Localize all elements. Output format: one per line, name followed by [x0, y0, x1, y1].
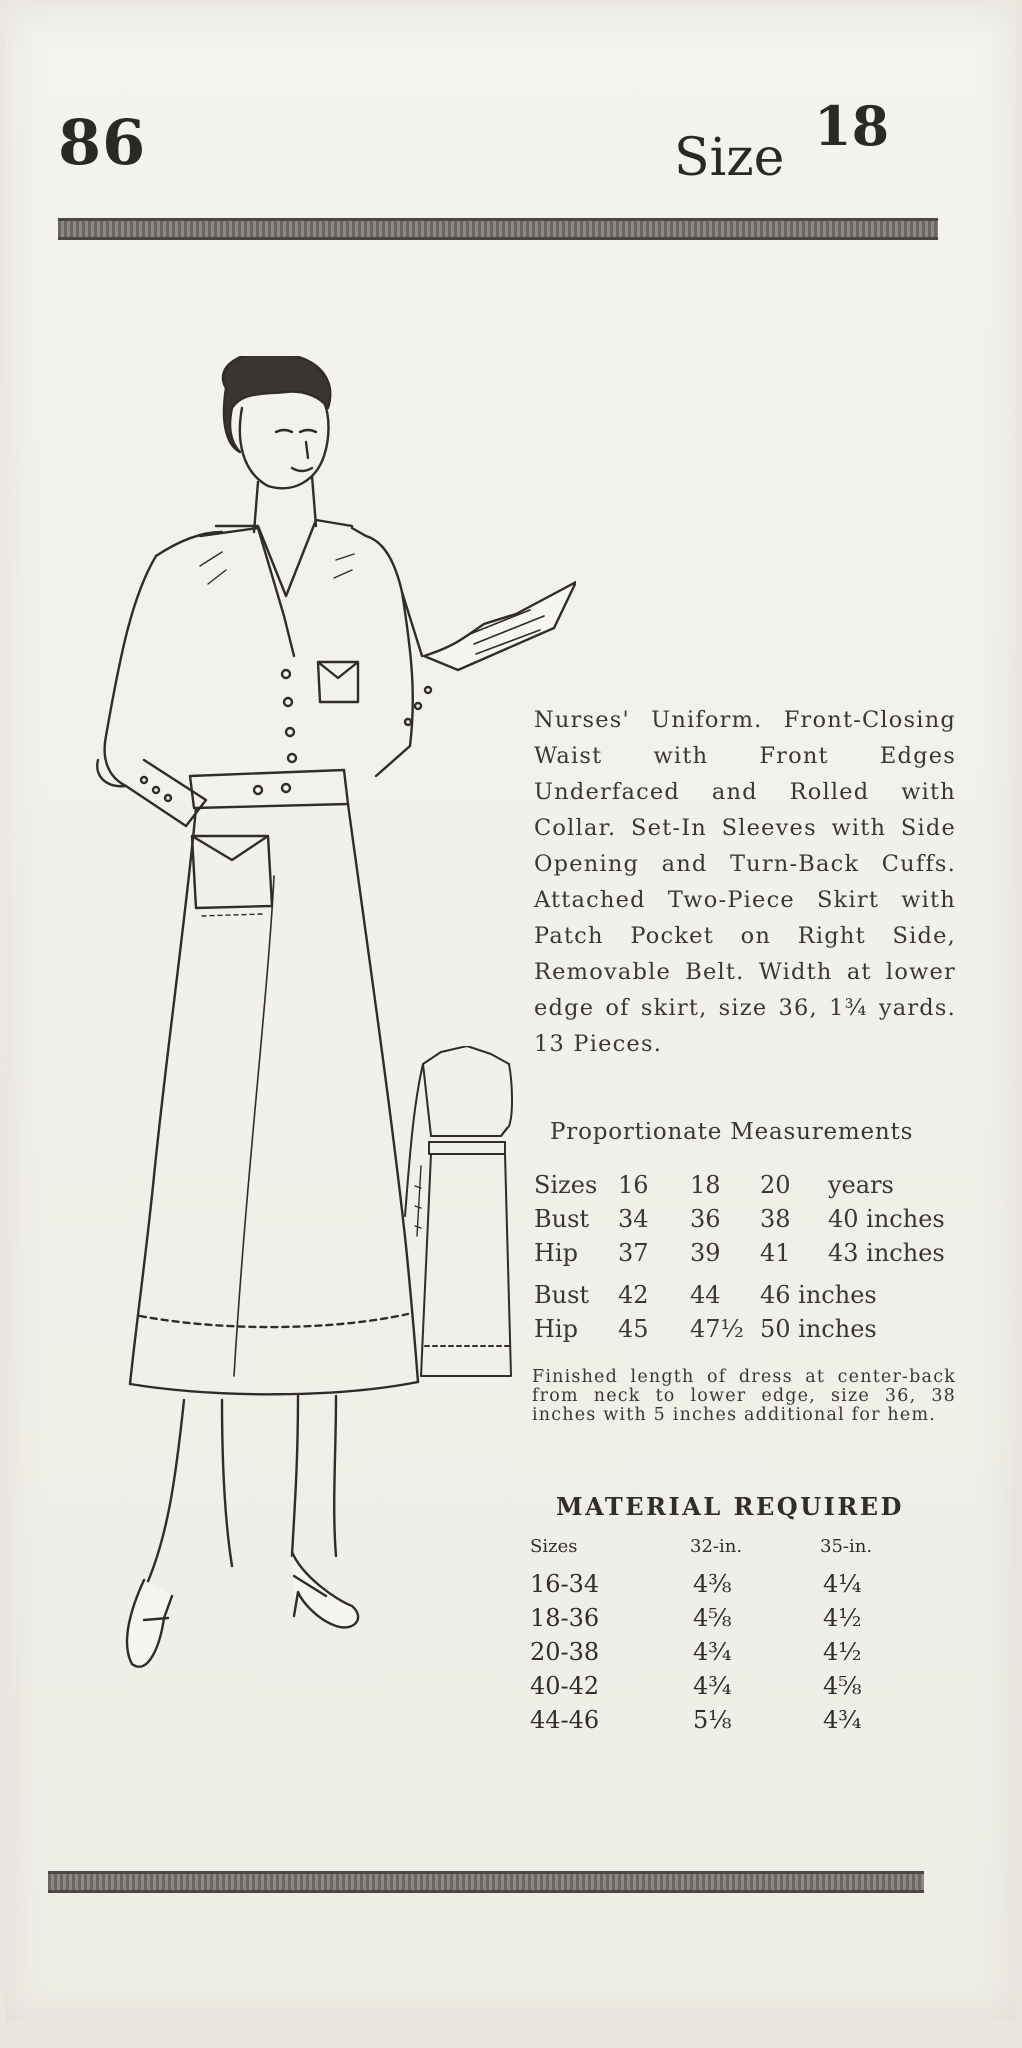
table-cell: 4¾ — [823, 1706, 862, 1734]
table-cell: 16-34 — [530, 1570, 600, 1598]
measurement-value: 38 — [760, 1205, 791, 1233]
measurement-value: 34 — [618, 1205, 649, 1233]
table-cell: 40-42 — [530, 1672, 600, 1700]
measurements-heading: Proportionate Measurements — [550, 1119, 914, 1145]
measurement-label: Sizes — [534, 1171, 598, 1199]
table-cell: 5⅛ — [693, 1706, 732, 1734]
table-row — [530, 1672, 970, 1706]
table-cell: 18-36 — [530, 1604, 600, 1632]
measurement-label: Bust — [534, 1281, 590, 1309]
column-header: 35-in. — [820, 1536, 873, 1557]
measurement-value: 44 — [690, 1281, 721, 1309]
material-required-table — [530, 1536, 970, 1740]
measurement-value: 18 — [690, 1171, 721, 1199]
measurement-value: 45 — [618, 1315, 649, 1343]
table-cell: 4½ — [823, 1604, 862, 1632]
measurement-value: 47½ — [690, 1315, 744, 1343]
measurement-value: 50 inches — [760, 1315, 877, 1343]
table-header-row — [530, 1536, 970, 1570]
measurement-value: 37 — [618, 1239, 649, 1267]
measurement-value: 41 — [760, 1239, 791, 1267]
column-header: Sizes — [530, 1536, 578, 1557]
table-row — [530, 1638, 970, 1672]
top-rule-divider — [58, 218, 938, 240]
pattern-description: Nurses' Uniform. Front-Closing Waist with Front Edges Underfaced and Rolled with Collar. Set-In Sleeves with Side Opening and Turn-Back Cuffs. Attached Two-Piece Skirt with Patch Pocket on Right Side, Removable Belt. Width at lower edge of skirt, size 36, 1¾ yards. 13 Pieces. — [534, 707, 956, 1057]
table-cell: 4⅜ — [693, 1570, 732, 1598]
measurement-value: 39 — [690, 1239, 721, 1267]
table-row — [530, 1706, 970, 1740]
size-label: Size — [674, 128, 785, 188]
measurement-label: Hip — [534, 1315, 578, 1343]
table-cell: 4⅝ — [823, 1672, 862, 1700]
measurement-row — [534, 1171, 974, 1205]
material-required-heading: MATERIAL REQUIRED — [556, 1492, 904, 1521]
back-view-illustration — [401, 1046, 531, 1406]
measurement-row — [534, 1205, 974, 1239]
table-row — [530, 1604, 970, 1638]
pattern-envelope — [6, 6, 1016, 2021]
pattern-number: 86 — [58, 106, 147, 179]
table-cell: 4⅝ — [693, 1604, 732, 1632]
measurement-value: 36 — [690, 1205, 721, 1233]
measurement-row — [534, 1281, 974, 1315]
size-value: 18 — [814, 94, 890, 158]
measurement-unit: years — [828, 1171, 894, 1199]
measurement-label: Bust — [534, 1205, 590, 1233]
table-cell: 4¼ — [823, 1570, 862, 1598]
measurement-value: 43 inches — [828, 1239, 945, 1267]
table-cell: 44-46 — [530, 1706, 600, 1734]
measurement-value: 16 — [618, 1171, 649, 1199]
measurement-row — [534, 1315, 974, 1349]
measurement-label: Hip — [534, 1239, 578, 1267]
measurement-row — [534, 1239, 974, 1273]
measurement-value: 46 inches — [760, 1281, 877, 1309]
measurement-value: 42 — [618, 1281, 649, 1309]
table-cell: 4¾ — [693, 1672, 732, 1700]
column-header: 32-in. — [690, 1536, 743, 1557]
table-cell: 20-38 — [530, 1638, 600, 1666]
measurement-value: 20 — [760, 1171, 791, 1199]
table-cell: 4½ — [823, 1638, 862, 1666]
measurement-value: 40 inches — [828, 1205, 945, 1233]
proportionate-measurements — [534, 1119, 974, 1349]
finished-length-note: Finished length of dress at center-back from neck to lower edge, size 36, 38 inches with 5 inches additional for hem. — [532, 1367, 956, 1425]
bottom-rule-divider — [48, 1871, 924, 1893]
table-cell: 4¾ — [693, 1638, 732, 1666]
table-row — [530, 1570, 970, 1604]
